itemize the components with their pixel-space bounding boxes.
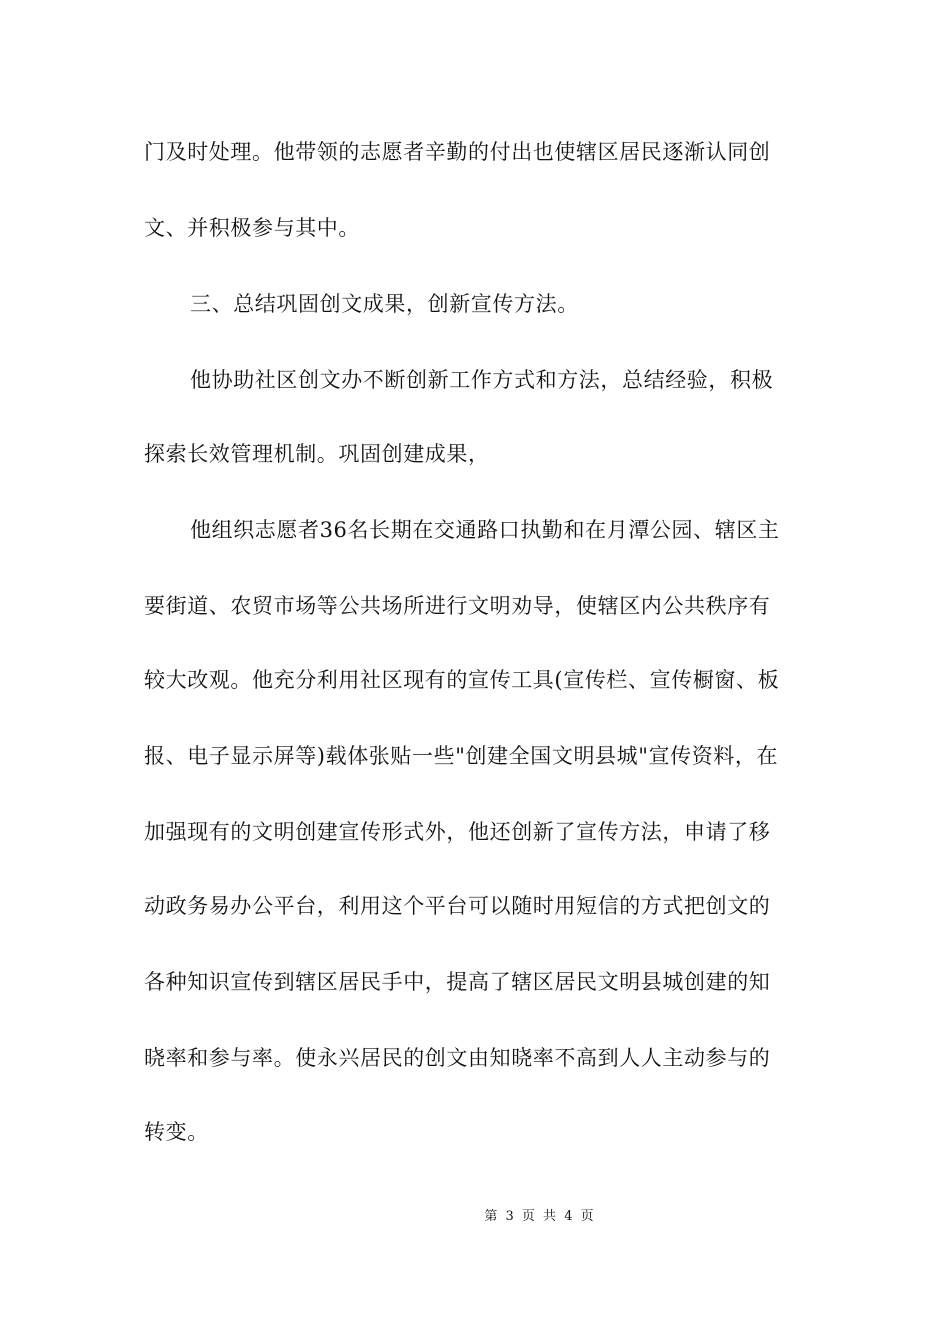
text-line-1: 门及时处理。他带领的志愿者辛勤的付出也使辖区居民逐渐认同创 [144, 140, 771, 164]
text-line-11: 动政务易办公平台，利用这个平台可以随时用短信的方式把创文的 [144, 894, 771, 918]
page-number-footer: 第 3 页 共 4 页 [484, 1209, 596, 1224]
text-line-9: 报、电子显示屏等)载体张贴一些"创建全国文明县城"宣传资料，在 [144, 744, 779, 768]
text-line-6: 他组织志愿者36名长期在交通路口执勤和在月潭公园、辖区主 [190, 518, 780, 542]
text-line-8: 较大改观。他充分利用社区现有的宣传工具(宣传栏、宣传橱窗、板 [144, 668, 780, 692]
text-line-2: 文、并积极参与其中。 [144, 216, 360, 240]
text-line-14: 转变。 [144, 1120, 209, 1144]
text-line-7: 要街道、农贸市场等公共场所进行文明劝导，使辖区内公共秩序有 [144, 594, 771, 618]
text-line-10: 加强现有的文明创建宣传形式外，他还创新了宣传方法，申请了移 [144, 820, 771, 844]
text-line-4: 他协助社区创文办不断创新工作方式和方法，总结经验，积极 [190, 368, 774, 392]
section-heading: 三、总结巩固创文成果，创新宣传方法。 [190, 292, 579, 316]
text-line-13: 晓率和参与率。使永兴居民的创文由知晓率不高到人人主动参与的 [144, 1046, 771, 1070]
text-line-5: 探索长效管理机制。巩固创建成果， [144, 442, 490, 466]
text-line-12: 各种知识宣传到辖区居民手中，提高了辖区居民文明县城创建的知 [144, 970, 771, 994]
